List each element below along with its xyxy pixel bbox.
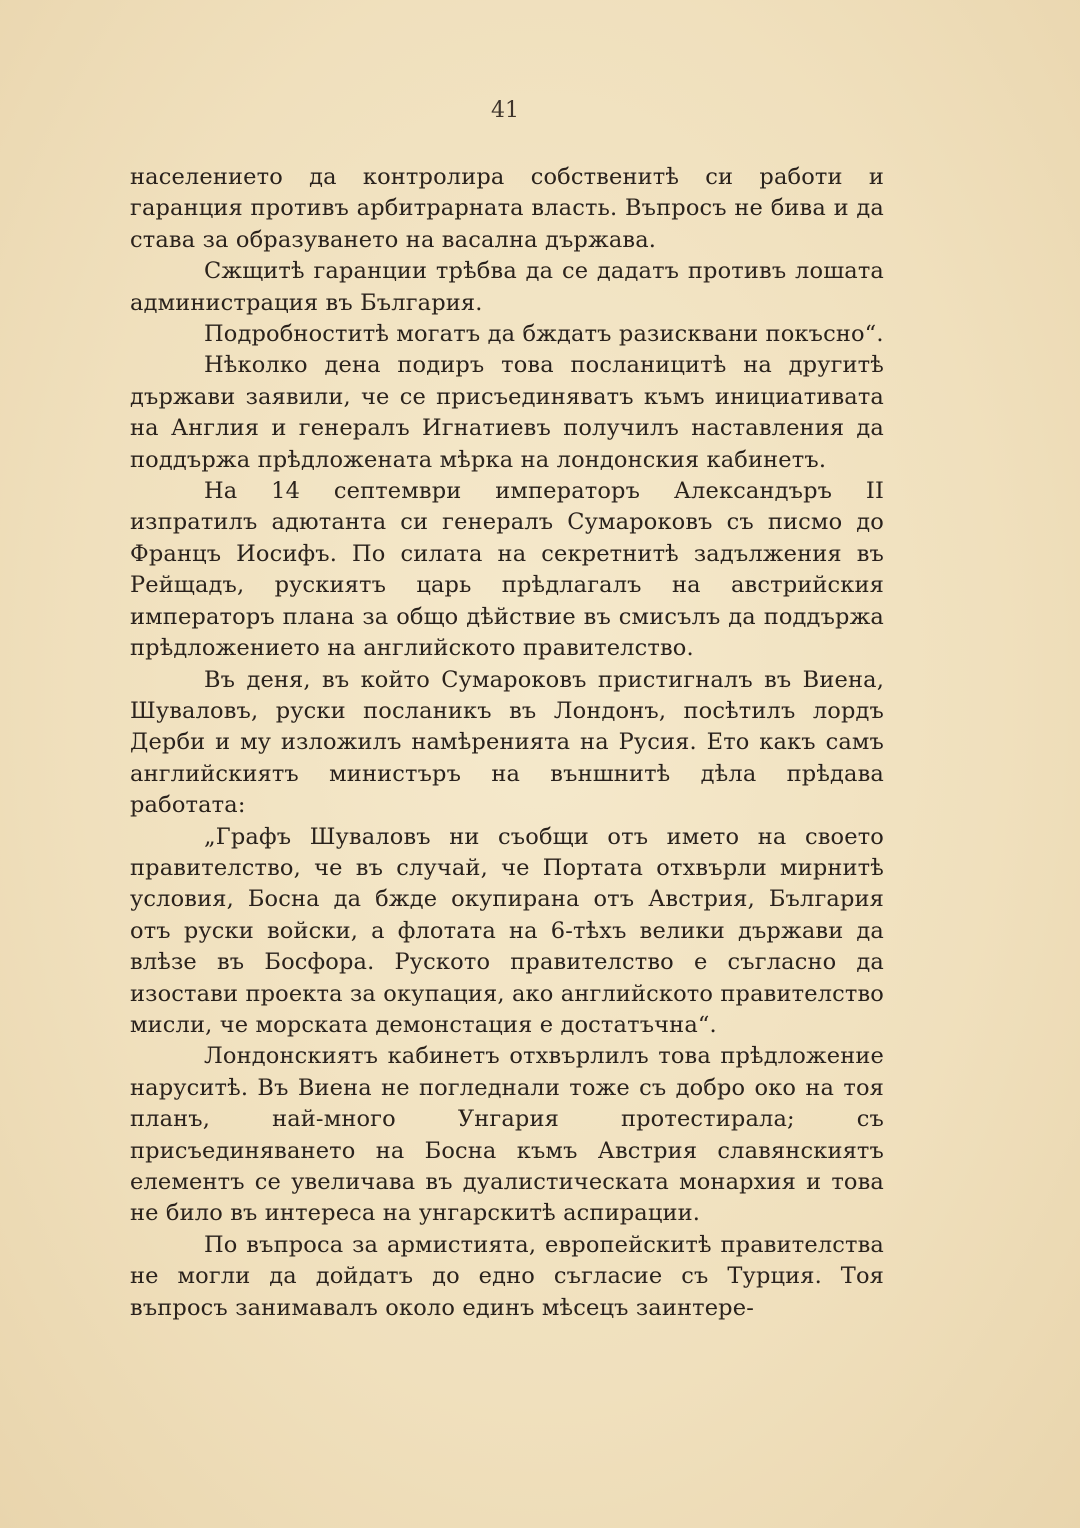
paragraph: Сжщитѣ гаранции трѣбва да се дадатъ противъ лошата администрация въ България. bbox=[130, 258, 884, 316]
paragraph: Нѣколко дена подиръ това посланицитѣ на другитѣ държави заявили, че се присъединяватъ къмъ инициативата на Англия и генералъ Игнатиевъ получилъ наставления да поддържа прѣдложената мѣрка на лондонския кабинетъ. bbox=[130, 352, 884, 473]
paragraph: Въ деня, въ който Сумароковъ пристигналъ въ Виена, Шуваловъ, руски посланикъ въ Лондонъ, посѣтилъ лордъ Дерби и му изложилъ намѣренията на Русия. Ето какъ самъ английскиятъ министъръ на външнитѣ дѣла прѣдава работата: bbox=[130, 666, 884, 819]
paragraph: На 14 септември императоръ Александъръ II изпратилъ адютанта си генералъ Сумароковъ съ писмо до Францъ Иосифъ. По силата на секретнитѣ задължения въ Рейщадъ, рускиятъ царь прѣдлагалъ на австрийския императоръ плана за общо дѣйствие въ смисълъ да поддържа прѣдложението на английското правителство. bbox=[130, 478, 884, 662]
paragraph: Подробноститѣ могатъ да бждатъ разисквани покъсно“. bbox=[204, 321, 884, 348]
paragraph-quote: „Графъ Шуваловъ ни съобщи отъ името на своето правителство, че въ случай, че Портата отхвърли мирнитѣ условия, Босна да бжде окупирана отъ Австрия, България отъ руски войски, а флотата на 6-тѣхъ велики държави да влѣзе въ Босфора. Руското правителство е съгласно да изостави проекта за окупация, ако английското правителство мисли, че морската демонстация е достатъчна“. bbox=[130, 823, 885, 1038]
body-text bbox=[130, 162, 884, 1324]
paragraph-continuation: населението да контролира собственитѣ си работи и гаранция противъ арбитрарната власть. Въпросъ не бива и да става за образуването на васална държава. bbox=[130, 164, 884, 253]
page-number: 41 bbox=[491, 98, 519, 123]
paragraph: Лондонскиятъ кабинетъ отхвърлилъ това прѣдложение наруситѣ. Въ Виена не погледнали тоже съ добро око на тоя планъ, най-много Унгария протестирала; съ присъединяването на Босна къмъ Австрия славянскиятъ елементъ се увеличава въ дуалистическата монархия и това не било въ интереса на унгарскитѣ аспирации. bbox=[130, 1043, 884, 1227]
paragraph: По въпроса за армистията, европейскитѣ правителства не могли да дойдатъ до едно съгласие съ Турция. Тоя въпросъ занимавалъ около единъ мѣсецъ заинтере- bbox=[130, 1231, 884, 1321]
